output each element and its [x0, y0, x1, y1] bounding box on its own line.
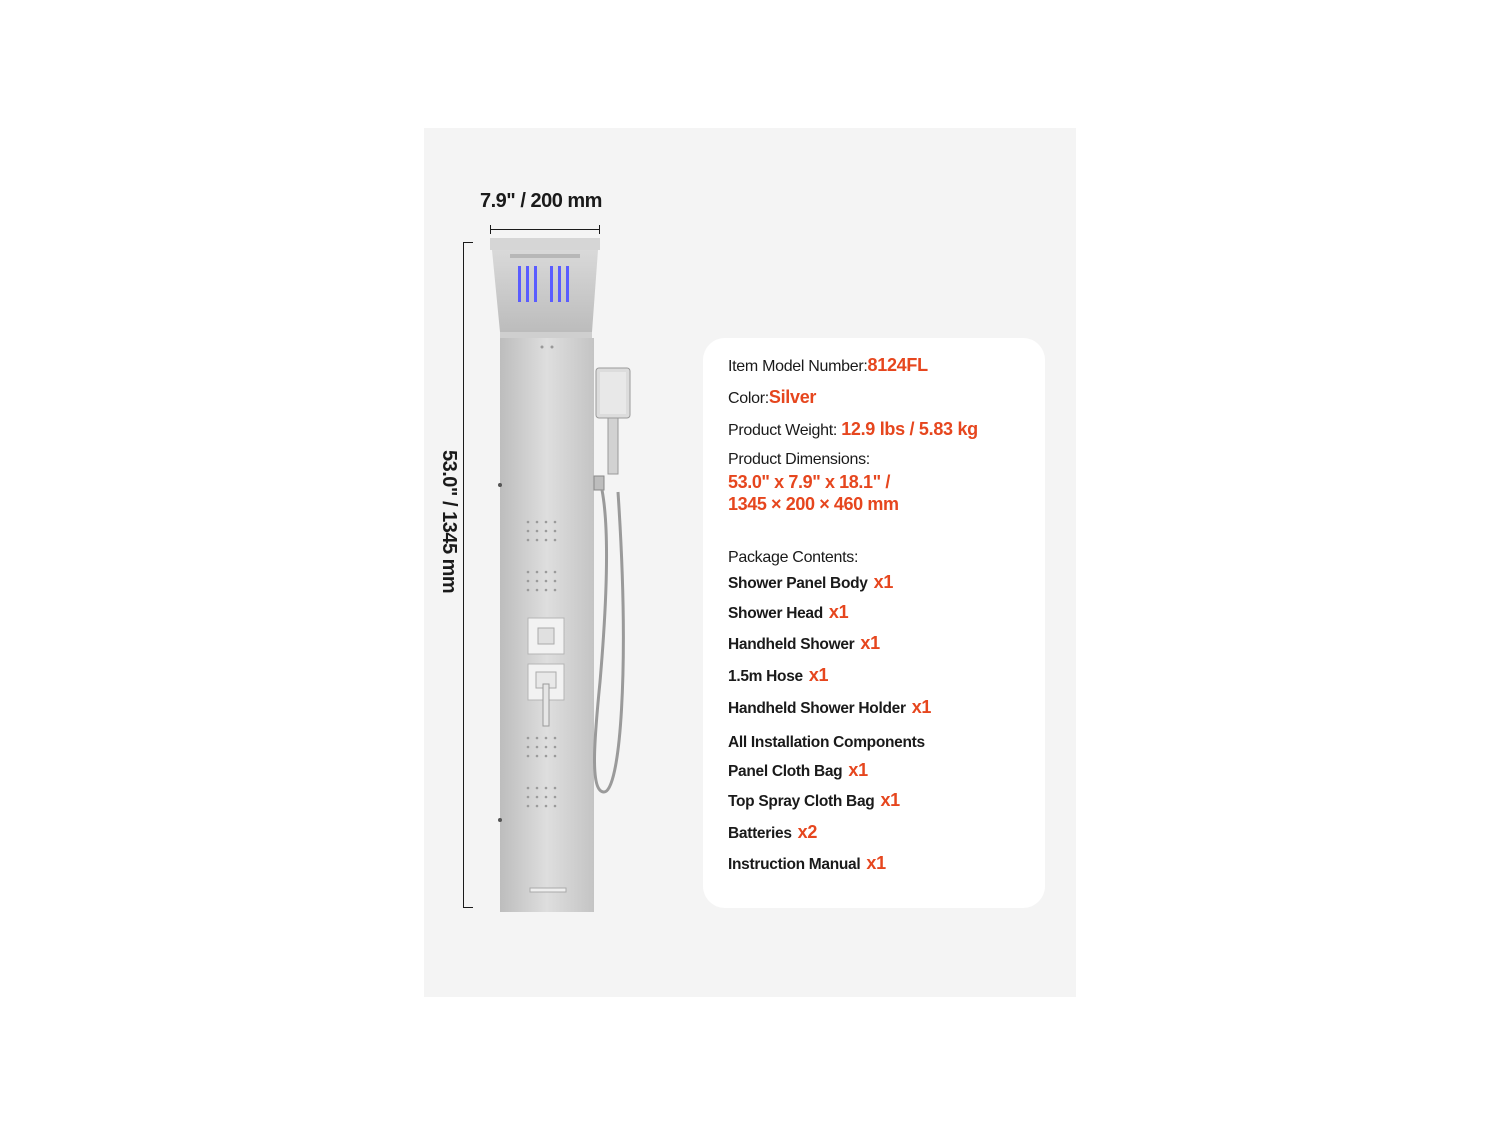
handheld-shower	[594, 368, 630, 792]
weight-value: 12.9 lbs / 5.83 kg	[841, 419, 978, 439]
package-item: Shower Head x1	[728, 602, 849, 622]
color-value: Silver	[768, 387, 817, 407]
specs-panel	[703, 338, 1045, 908]
weight-row	[728, 419, 978, 440]
package-item: 1.5m Hose x1	[728, 665, 829, 685]
shower-panel-illustration	[480, 232, 650, 922]
height-dimension-line	[463, 242, 464, 908]
package-item: Panel Cloth Bag x1	[728, 760, 868, 780]
model-value: 8124FL	[867, 355, 928, 375]
package-item: Batteries x2	[728, 822, 818, 842]
diverter-knob	[528, 618, 564, 654]
package-item: All Installation Components	[728, 734, 925, 751]
dimensions-metric: 1345 × 200 × 460 mm	[728, 494, 899, 514]
package-item: Instruction Manual x1	[728, 853, 886, 873]
package-item: Shower Panel Body x1	[728, 572, 894, 592]
shower-head	[490, 238, 600, 338]
dimensions-imperial: 53.0" x 7.9" x 18.1" /	[728, 472, 890, 492]
package-label: Package Contents:	[728, 549, 859, 566]
model-label: Item Model Number:	[728, 358, 868, 375]
width-dimension-line	[490, 229, 600, 230]
color-label: Color:	[728, 390, 769, 407]
package-item: Top Spray Cloth Bag x1	[728, 790, 900, 810]
package-item: Handheld Shower Holder x1	[728, 697, 932, 717]
dimensions-label: Product Dimensions:	[728, 451, 870, 468]
model-row	[728, 355, 928, 376]
width-dimension-label: 7.9" / 200 mm	[480, 190, 602, 212]
package-item: Handheld Shower x1	[728, 633, 880, 653]
weight-label: Product Weight:	[728, 422, 842, 439]
color-row	[728, 387, 816, 408]
height-dimension-label: 53.0" / 1345 mm	[438, 450, 460, 594]
